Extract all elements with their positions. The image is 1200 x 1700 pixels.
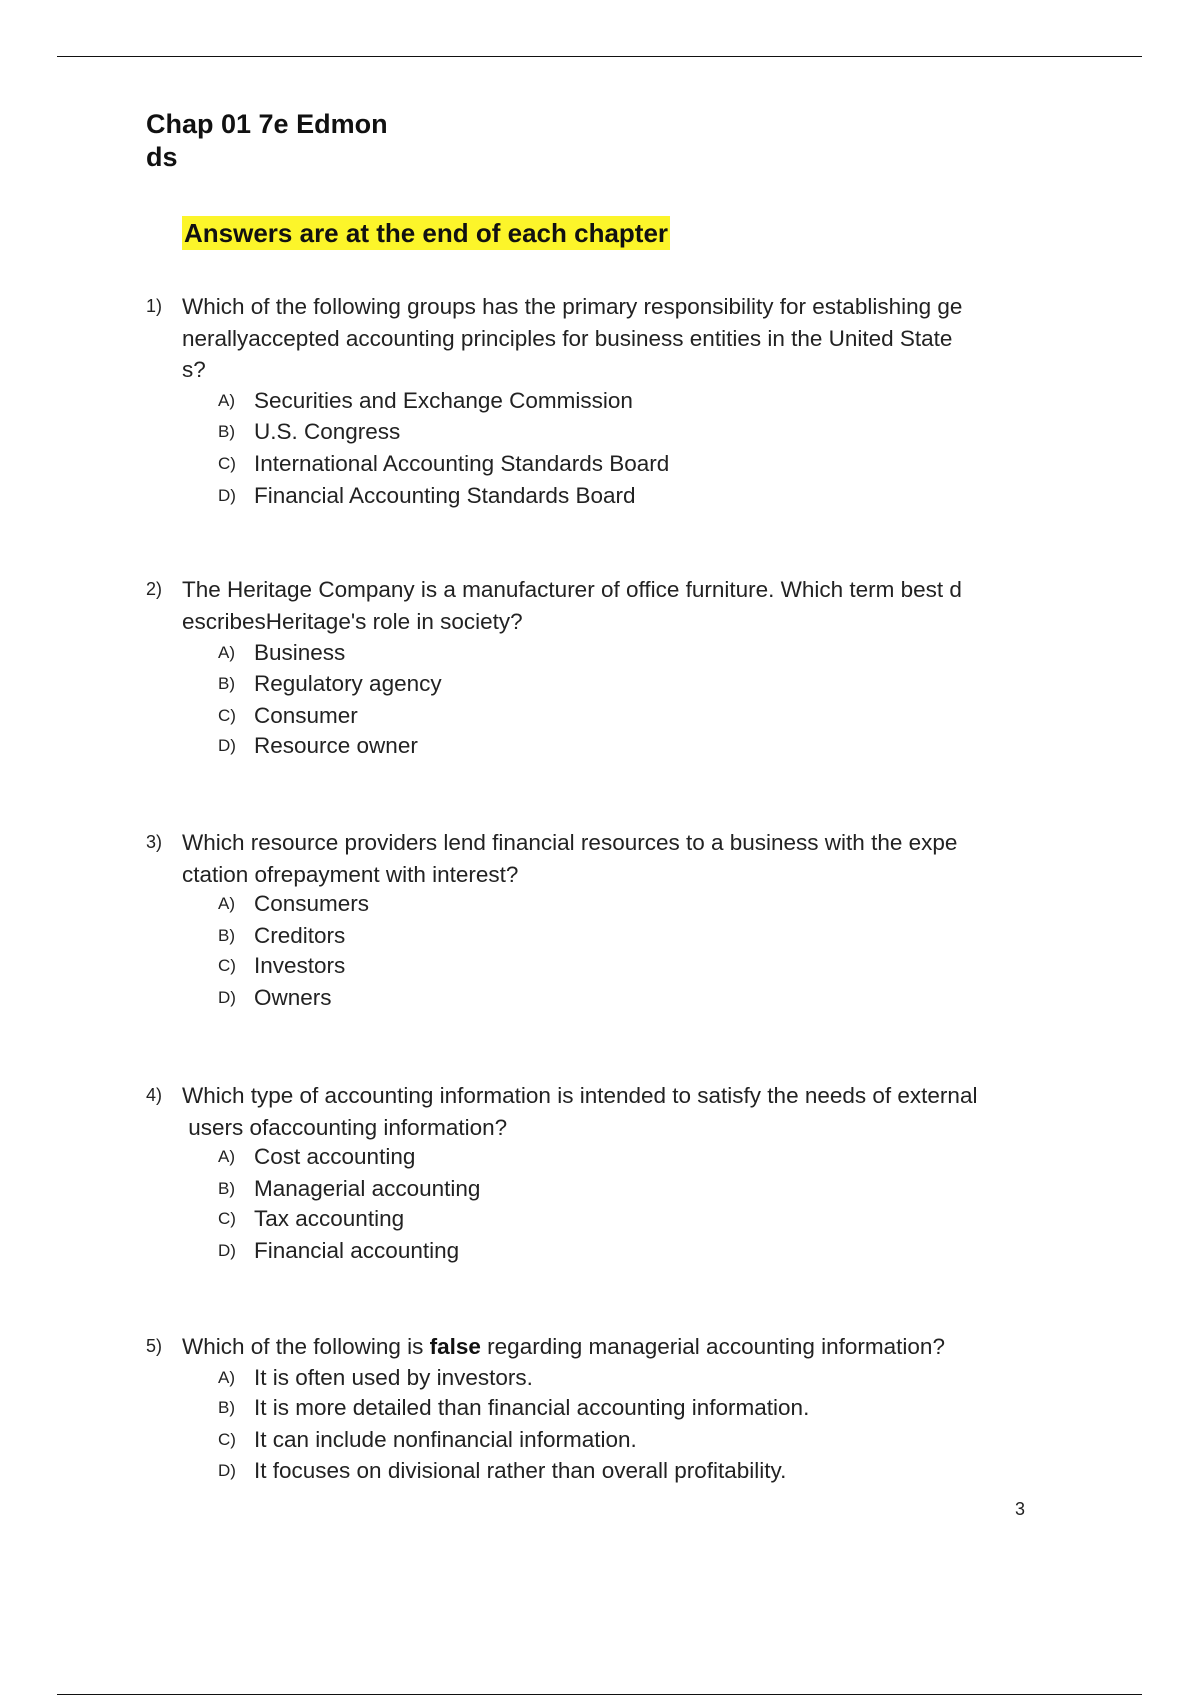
question-text-line: escribesHeritage's role in society? — [182, 608, 523, 634]
option-text: Securities and Exchange Commission — [254, 388, 633, 413]
question-text-line: ctation ofrepayment with interest? — [182, 861, 519, 887]
option-letter: D) — [218, 486, 236, 505]
option-text: Regulatory agency — [254, 671, 442, 696]
option-letter: B) — [218, 674, 235, 693]
answer-option-d — [0, 1235, 900, 1266]
answer-option-a — [0, 637, 900, 668]
option-letter: B) — [218, 422, 235, 441]
question-number: 4) — [146, 1085, 163, 1105]
option-text: Cost accounting — [254, 1144, 416, 1169]
option-text: It is more detailed than financial accounting information. — [254, 1395, 810, 1420]
option-text: Financial accounting — [254, 1238, 460, 1263]
question-text-line: Which of the following groups has the primary responsibility for establishing ge — [182, 294, 963, 319]
answer-option-c — [0, 1424, 900, 1455]
option-text: It focuses on divisional rather than overall profitability. — [254, 1458, 787, 1483]
question-number: 2) — [146, 579, 163, 599]
answers-notice: Answers are at the end of each chapter — [184, 218, 669, 248]
option-letter: C) — [218, 706, 236, 725]
answer-option-a — [0, 385, 900, 416]
document-title-line-1: Chap 01 7e Edmon — [146, 109, 388, 139]
option-text: Owners — [254, 985, 332, 1010]
question-text — [182, 291, 1042, 386]
option-letter: C) — [218, 956, 236, 975]
option-letter: A) — [218, 1368, 235, 1387]
question-text-line: Which type of accounting information is intended to satisfy the needs of external — [182, 1083, 978, 1108]
option-letter: D) — [218, 1241, 236, 1260]
question-text-line: Which resource providers lend financial resources to a business with the expe — [182, 830, 958, 855]
answer-option-a — [0, 888, 900, 919]
option-text: Resource owner — [254, 733, 418, 758]
option-text: Financial Accounting Standards Board — [254, 483, 636, 508]
option-letter: B) — [218, 1179, 235, 1198]
option-letter: C) — [218, 1430, 236, 1449]
option-text: Tax accounting — [254, 1206, 405, 1231]
option-text: U.S. Congress — [254, 419, 401, 444]
answer-option-b — [0, 1173, 900, 1204]
option-letter: D) — [218, 1461, 236, 1480]
option-text: Consumers — [254, 891, 370, 916]
question-text — [182, 1331, 1042, 1363]
question-number: 5) — [146, 1336, 163, 1356]
answer-option-d — [0, 730, 900, 761]
answer-option-d — [0, 480, 900, 511]
answer-option-c — [0, 950, 900, 981]
option-letter: D) — [218, 736, 236, 755]
question-text — [182, 827, 1042, 890]
question-text — [182, 574, 1042, 637]
question-text-before: Which of the following is — [182, 1334, 430, 1359]
question-text-line: users ofaccounting information? — [182, 1114, 508, 1140]
answer-option-d — [0, 1455, 900, 1486]
document-title-line-2: ds — [146, 142, 178, 172]
footer-rule — [57, 1694, 1142, 1695]
question-text-line: s? — [182, 357, 206, 382]
question-text-after: regarding managerial accounting information? — [480, 1334, 945, 1359]
option-text: International Accounting Standards Board — [254, 451, 670, 476]
answer-option-c — [0, 1203, 900, 1234]
option-text: Investors — [254, 953, 346, 978]
option-text: It can include nonfinancial information. — [254, 1427, 637, 1452]
document-title — [146, 108, 406, 174]
option-letter: D) — [218, 988, 236, 1007]
answer-option-d — [0, 982, 900, 1013]
option-letter: B) — [218, 1398, 235, 1417]
answer-option-c — [0, 700, 900, 731]
option-letter: A) — [218, 391, 235, 410]
answer-option-b — [0, 668, 900, 699]
header-rule — [57, 56, 1142, 57]
answer-option-b — [0, 1392, 900, 1423]
answer-option-a — [0, 1141, 900, 1172]
question-text-line: The Heritage Company is a manufacturer of office furniture. Which term best d — [182, 577, 962, 602]
answer-option-b — [0, 920, 900, 951]
answer-option-b — [0, 416, 900, 447]
option-text: Consumer — [254, 703, 358, 728]
option-text: Business — [254, 640, 346, 665]
question-text-line: nerallyaccepted accounting principles for business entities in the United State — [182, 325, 953, 351]
option-letter: A) — [218, 643, 235, 662]
answer-option-a — [0, 1362, 900, 1393]
option-letter: C) — [218, 1209, 236, 1228]
question-number: 3) — [146, 832, 163, 852]
question-text — [182, 1080, 1042, 1143]
option-letter: C) — [218, 454, 236, 473]
question-number: 1) — [146, 296, 163, 316]
option-text: Managerial accounting — [254, 1176, 481, 1201]
answer-option-c — [0, 448, 900, 479]
option-text: It is often used by investors. — [254, 1365, 533, 1390]
page-number: 3 — [1015, 1499, 1026, 1519]
question-emphasis: false — [429, 1334, 481, 1359]
option-letter: A) — [218, 894, 235, 913]
option-letter: A) — [218, 1147, 235, 1166]
option-letter: B) — [218, 926, 235, 945]
option-text: Creditors — [254, 923, 346, 948]
